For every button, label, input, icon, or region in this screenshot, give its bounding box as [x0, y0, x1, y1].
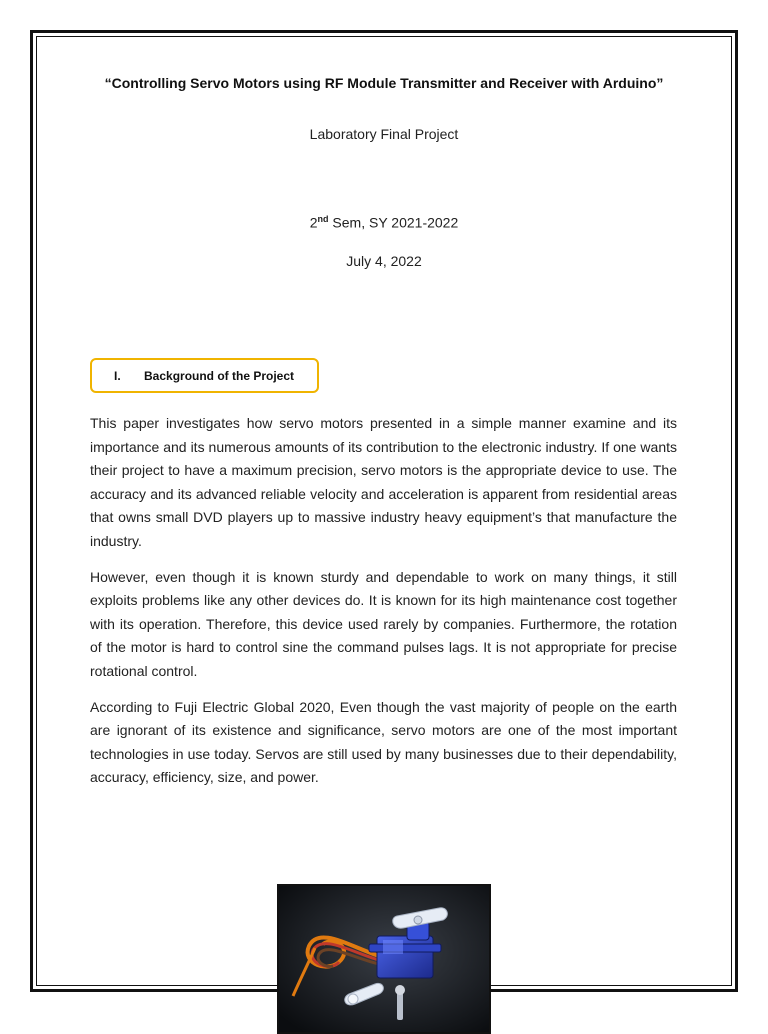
paragraph: According to Fuji Electric Global 2020, Even though the vast majority of people on the earth are ignorant of its existence and significance, servo motors are one of the most important technologies in use today. Servos are still used by many businesses due to their dependability, accuracy, efficiency, size, and power.: [90, 698, 677, 786]
document-subtitle: Laboratory Final Project: [309, 126, 459, 142]
section-number: I.: [114, 368, 121, 383]
semester-number: 2: [309, 214, 318, 231]
paragraph: This paper investigates how servo motors presented in a simple manner examine and its importance and its numerous amounts of its contribution to the electronic industry. If one wants their project to have a maximum precision, servo motors is the appropriate device to use. The accuracy and its advanced reliable velocity and acceleration is apparent from residential areas that owns small DVD players up to massive industry heavy equipment’s that manufacture the industry.: [90, 415, 677, 549]
semester-suffix: nd: [317, 214, 329, 224]
semester-line: [100, 214, 668, 231]
servo-motor-icon: [279, 886, 489, 1032]
document-date: July 4, 2022: [346, 253, 422, 269]
document-title: “Controlling Servo Motors using RF Module Transmitter and Receiver with Arduino”: [104, 75, 664, 91]
semester-year: Sem, SY 2021-2022: [328, 214, 459, 231]
section-heading-box: [90, 358, 319, 393]
body-text: [90, 412, 677, 802]
paragraph: However, even though it is known sturdy and dependable to work on many things, it still exploits problems like any other devices do. It is known for its high maintenance cost together with its operation. Therefore, this device used rarely by companies. Furthermore, the rotation of the motor is hard to control sine the command pulses lags. It is not appropriate for precise rotational control.: [90, 568, 677, 679]
section-heading: Background of the Project: [144, 368, 295, 383]
servo-motor-photo: [277, 884, 491, 1034]
